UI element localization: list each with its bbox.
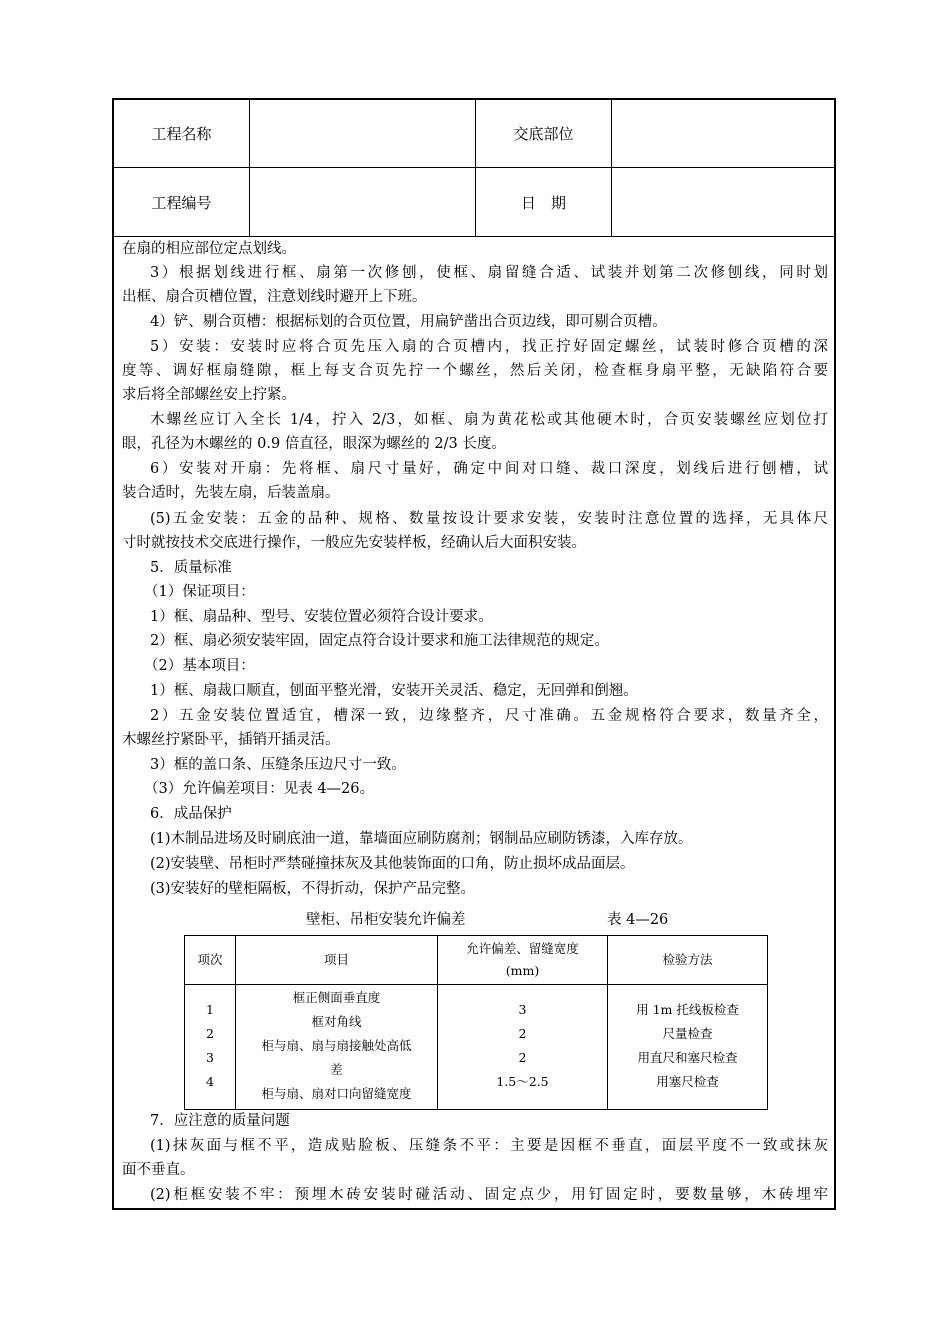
project-name-value (250, 100, 475, 167)
header-item: 项目 (323, 952, 349, 967)
body-line: 6）安装对开扇：先将框、扇尺寸量好，确定中间对口缝、裁口深度，划线后进行刨槽，试 (150, 461, 828, 477)
body-line: 木螺丝应订入全长 1/4，拧入 2/3，如框、扇为黄花松或其他硬木时，合页安装螺丝应划位打 (150, 412, 828, 428)
body-line: (1)木制品进场及时刷底油一道，靠墙面应刷防腐剂；钢制品应刷防锈漆，入库存放。 (150, 831, 693, 847)
date-value (612, 168, 834, 236)
body-line: 2）五金安装位置适宜，槽深一致，边缘整齐，尺寸准确。五金规格符合要求，数量齐全， (150, 708, 828, 724)
section-heading: 7．应注意的质量问题 (150, 1113, 290, 1129)
table-cell: 1.5～2.5 (496, 1074, 549, 1089)
table-cell: 2 (206, 1026, 214, 1041)
body-line: 1）框、扇裁口顺直，刨面平整光滑，安装开关灵活、稳定，无回弹和倒翘。 (150, 683, 638, 699)
body-line: （1）保证项目： (144, 584, 255, 600)
body-line: 5）安装：安装时应将合页先压入扇的合页槽内，找正拧好固定螺丝，试装时修合页槽的深 (150, 339, 828, 355)
section-heading: 6．成品保护 (150, 806, 232, 822)
body-line: 面不垂直。 (122, 1162, 195, 1178)
table-cell: 2 (518, 1026, 527, 1041)
project-name-label: 工程名称 (151, 125, 212, 143)
body-line: 1）框、扇品种、型号、安装位置必须符合设计要求。 (150, 609, 493, 625)
body-line: (5)五金安装：五金的品种、规格、数量按设计要求安装，安装时注意位置的选择，无具体尺 (150, 511, 828, 527)
table-number: 表 4—26 (607, 912, 669, 928)
body-line: 2）框、扇必须安装牢固，固定点符合设计要求和施工法律规范的规定。 (150, 633, 609, 649)
table-cell: 用塞尺检查 (656, 1074, 719, 1089)
table-cell: 用直尺和塞尺检查 (637, 1050, 738, 1065)
section-heading: 5．质量标准 (150, 560, 232, 576)
method-column (608, 998, 767, 1094)
table-cell: 2 (518, 1050, 527, 1065)
header-index: 项次 (197, 952, 223, 967)
table-cell: 1 (206, 1002, 214, 1017)
body-line: (2)柜框安装不牢：预埋木砖安装时碰活动、固定点少，用钉固定时，要数量够，木砖埋牢 (150, 1187, 828, 1203)
body-line: 装合适时，先装左扇，后装盖扇。 (122, 485, 340, 501)
body-line: 3）框的盖口条、压缝条压边尺寸一致。 (150, 757, 406, 773)
tolerance-column (438, 998, 607, 1094)
table-cell: 差 (330, 1062, 343, 1077)
index-column (185, 998, 235, 1094)
form-header (114, 100, 834, 237)
table-caption: 壁柜、吊柜安装允许偏差 (306, 912, 466, 928)
table-cell: 框对角线 (311, 1014, 362, 1029)
table-cell: 4 (206, 1074, 214, 1089)
table-cell: 3 (206, 1050, 214, 1065)
body-line: 4）铲、剔合页槽：根据标划的合页位置，用扁铲凿出合页边线，即可剔合页槽。 (150, 314, 667, 330)
body-line: (1)抹灰面与框不平，造成贴脸板、压缝条不平：主要是因框不垂直，面层平度不一致或抹灰 (150, 1138, 828, 1154)
header-tolerance (438, 936, 607, 984)
body-line: 木螺丝拧紧卧平，插销开插灵活。 (122, 732, 340, 748)
table-cell: 尺量检查 (662, 1026, 713, 1041)
body-line: 度等、调好框扇缝隙，框上每支合页先拧一个螺丝，然后关闭，检查框身扇平整，无缺陷符合要 (122, 363, 828, 379)
header-method: 检验方法 (662, 952, 713, 967)
deviation-table (184, 935, 768, 1110)
project-no-label: 工程编号 (151, 193, 212, 212)
body-line: (2)安装壁、吊柜时严禁碰撞抹灰及其他装饰面的口角，防止损坏成品面层。 (150, 856, 635, 872)
table-cell: 框正侧面垂直度 (292, 990, 381, 1005)
body-line: 3）根据划线进行框、扇第一次修刨，使框、扇留缝合适、试装并划第二次修刨线，同时划 (150, 265, 828, 281)
body-line: 出框、扇合页槽位置，注意划线时避开上下班。 (122, 289, 427, 305)
table-cell: 柜与扇、扇与扇接触处高低 (261, 1038, 412, 1053)
body-line: 求后将全部螺丝安上拧紧。 (122, 387, 296, 403)
disclosure-form (112, 98, 836, 1210)
body-line: 在扇的相应部位定点划线。 (122, 241, 296, 257)
table-cell: 3 (518, 1002, 527, 1017)
body-line: 寸时就按技术交底进行操作，一般应先安装样板，经确认后大面积安装。 (122, 535, 586, 551)
body-line: (3)安装好的壁柜隔板，不得折动，保护产品完整。 (150, 881, 476, 897)
body-line: （2）基本项目： (144, 658, 255, 674)
disclosure-part-label: 交底部位 (513, 125, 574, 143)
body-line: 眼，孔径为木螺丝的 0.9 倍直径，眼深为螺丝的 2/3 长度。 (122, 436, 506, 452)
table-cell: 用 1m 托线板检查 (636, 1002, 739, 1017)
header-tolerance-unit: (mm) (505, 963, 540, 978)
item-column (236, 986, 437, 1106)
disclosure-part-value (612, 100, 834, 167)
date-label: 日 期 (520, 193, 566, 212)
header-tolerance-label: 允许偏差、留缝宽度 (466, 941, 579, 956)
body-line: （3）允许偏差项目：见表 4—26。 (144, 781, 375, 797)
table-cell: 柜与扇、扇对口向留缝宽度 (261, 1086, 412, 1101)
project-no-value (250, 168, 475, 236)
